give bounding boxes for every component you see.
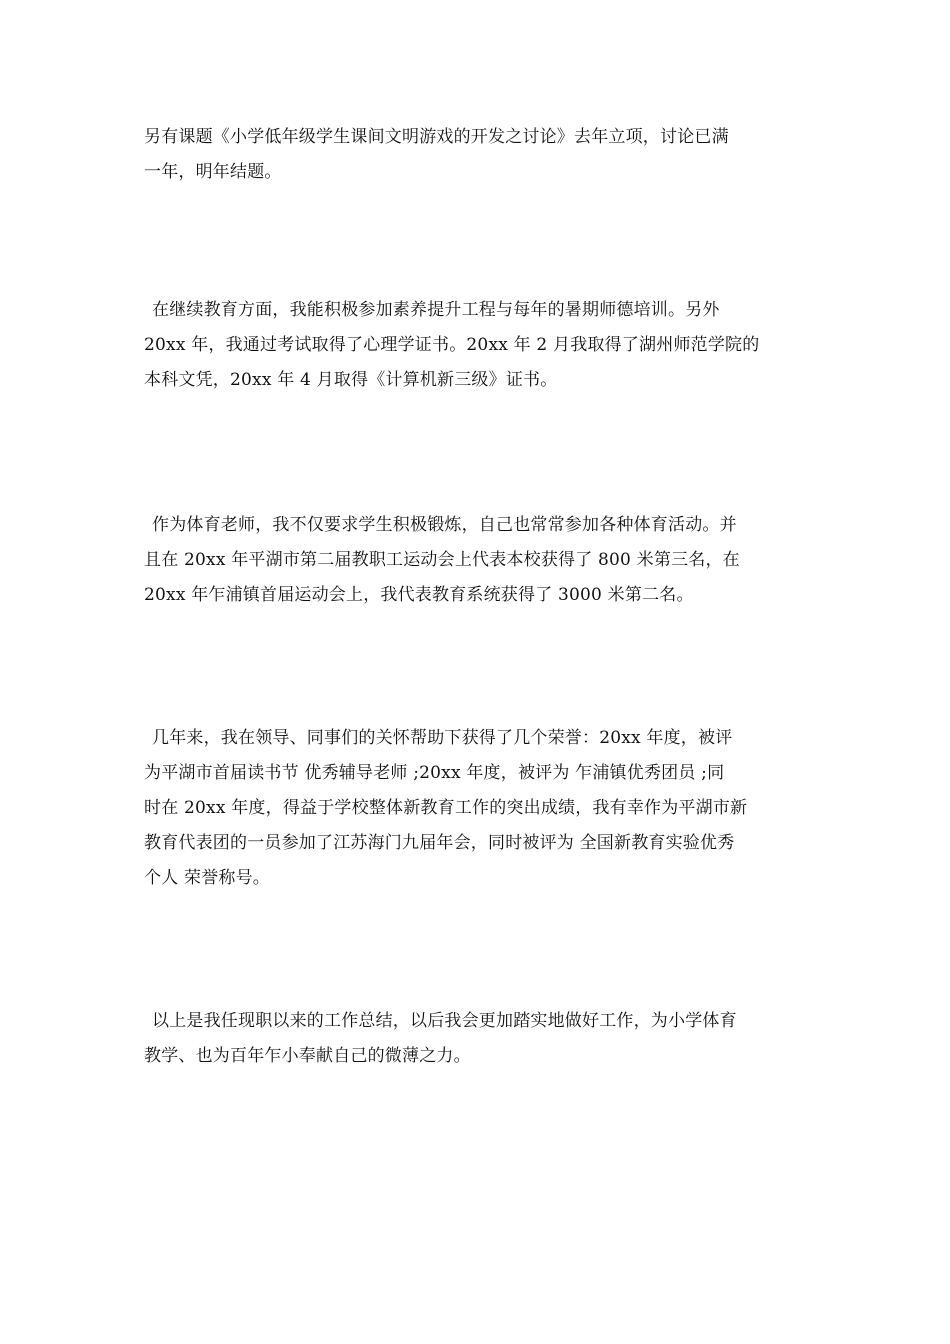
text-line: 个人 荣誉称号。 (144, 868, 271, 888)
text-line: 20xx 年，我通过考试取得了心理学证书。20xx 年 2 月我取得了湖州师范学院的 (144, 335, 760, 355)
text-line: 20xx 年乍浦镇首届运动会上，我代表教育系统获得了 3000 米第二名。 (144, 585, 694, 605)
paragraph-research-topic (144, 120, 814, 190)
text-line: 教育代表团的一员参加了江苏海门九届年会，同时被评为 全国新教育实验优秀 (144, 833, 735, 853)
text-line: 教学、也为百年乍小奉献自己的微薄之力。 (144, 1046, 471, 1066)
text-line: 一年，明年结题。 (144, 162, 282, 182)
text-line: 另有课题《小学低年级学生课间文明游戏的开发之讨论》去年立项，讨论已满 (144, 127, 729, 147)
text-line: 在继续教育方面，我能积极参加素养提升工程与每年的暑期师德培训。另外 (152, 300, 720, 320)
paragraph-sports-activities (144, 508, 814, 613)
text-line: 作为体育老师，我不仅要求学生积极锻炼，自己也常常参加各种体育活动。并 (152, 515, 737, 535)
text-line: 几年来，我在领导、同事们的关怀帮助下获得了几个荣誉：20xx 年度，被评 (152, 728, 733, 748)
paragraph-conclusion (144, 1004, 814, 1074)
text-line: 以上是我任现职以来的工作总结，以后我会更加踏实地做好工作，为小学体育 (152, 1011, 737, 1031)
text-line: 时在 20xx 年度，得益于学校整体新教育工作的突出成绩，我有幸作为平湖市新 (144, 798, 748, 818)
text-line: 为平湖市首届读书节 优秀辅导老师 ;20xx 年度，被评为 乍浦镇优秀团员 ;同 (144, 763, 725, 783)
paragraph-honors (144, 721, 814, 896)
paragraph-continuing-education (144, 293, 814, 398)
text-line: 本科文凭，20xx 年 4 月取得《计算机新三级》证书。 (144, 370, 558, 390)
text-line: 且在 20xx 年平湖市第二届教职工运动会上代表本校获得了 800 米第三名，在 (144, 550, 740, 570)
